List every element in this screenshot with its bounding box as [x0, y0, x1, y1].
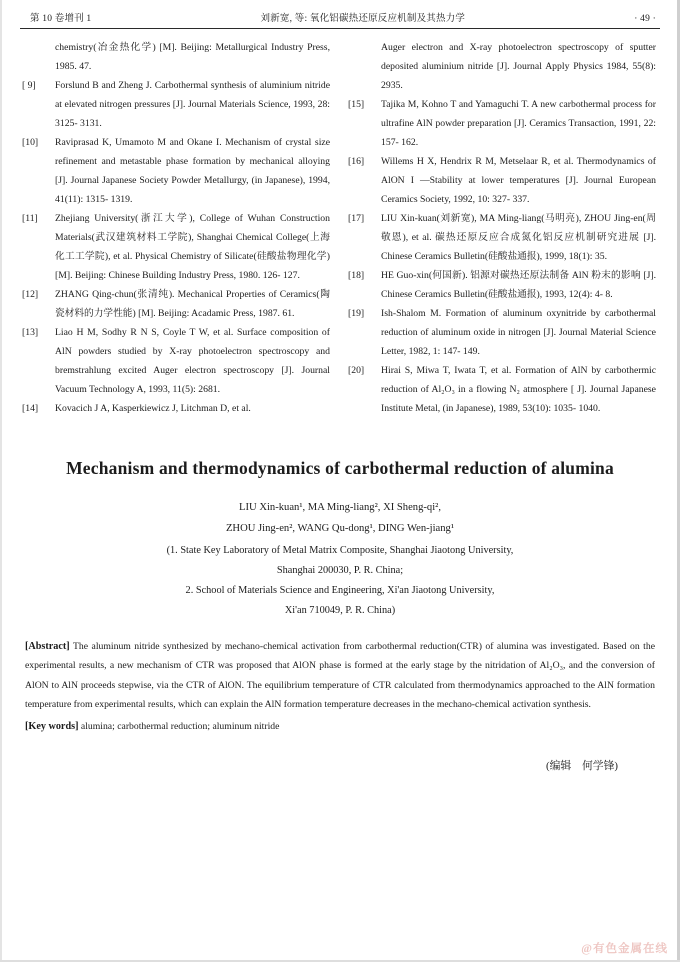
- keywords-text: alumina; carbothermal reduction; aluminum nitride: [80, 721, 280, 733]
- authors-line-1: LIU Xin-kuan¹, MA Ming-liang², XI Sheng-qi²,: [239, 502, 441, 513]
- reference-entry: [348, 152, 656, 209]
- reference-number: [13]: [22, 327, 39, 338]
- reference-text: HE Guo-xin(何国新). 铝源对碳热还原法制备 AlN 粉末的影响 [J]. Chinese Ceramics Bulletin(硅酸盐通报), 1993, 12(4): 4- 8.: [381, 270, 656, 300]
- authors-line-2: ZHOU Jing-en², WANG Qu-dong¹, DING Wen-jiang¹: [225, 523, 455, 534]
- reference-number: [15]: [348, 99, 365, 110]
- reference-number: [14]: [22, 403, 39, 414]
- reference-entry: [348, 38, 656, 95]
- reference-number: [11]: [22, 213, 38, 224]
- reference-number: [10]: [22, 137, 39, 148]
- reference-number: [19]: [348, 308, 365, 319]
- running-title: 刘新宽, 等: 氧化铝碳热还原反应机制及其热力学: [260, 14, 466, 24]
- references-section: [0, 29, 680, 418]
- abstract-label: [Abstract]: [25, 641, 70, 652]
- reference-number: [16]: [348, 156, 365, 167]
- reference-text: LIU Xin-kuan(刘新宽), MA Ming-liang(马明亮), ZHOU Jing-en(周敬恩), et al. 碳热还原反应合成氮化铝反应机制研究进展 [J]. Chinese Ceramics Bulletin(硅酸盐通报), 1999, 18(1): 35.: [381, 213, 656, 262]
- reference-text: Ish-Shalom M. Formation of aluminum oxynitride by carbothermal reduction of aluminum oxide in nitrogen [J]. Journal Material Science Letter, 1982, 1: 147- 149.: [381, 308, 656, 357]
- reference-text: ZHANG Qing-chun(张清纯). Mechanical Properties of Ceramics(陶瓷材料的力学性能) [M]. Beijing: Acadamic Press, 1987. 61.: [55, 289, 330, 319]
- affiliation-line-4: Xi'an 710049, P. R. China): [284, 605, 396, 616]
- reference-text: Raviprasad K, Umamoto M and Okane I. Mechanism of crystal size refinement and metastable phase formation by mechanical alloying [J]. Journal Japanese Society Powder Metallurgy, (in Japanese), 1994, 41(11): 1315- 1319.: [55, 137, 330, 205]
- page-header: [0, 0, 680, 28]
- reference-entry: [348, 209, 656, 266]
- reference-number: [22, 38, 55, 76]
- affiliations-block: [0, 541, 680, 621]
- editor-note: (编辑 何学锋): [546, 760, 618, 773]
- reference-text: Willems H X, Hendrix R M, Metselaar R, et al. Thermodynamics of AlON I —Stability at lower temperatures [J]. Journal European Ceramics Society, 1992, 10: 327- 337.: [381, 156, 656, 205]
- reference-entry: [22, 323, 330, 399]
- references-left-column: [22, 38, 330, 418]
- reference-number: [ 9]: [22, 80, 36, 91]
- keywords-line: [25, 717, 655, 736]
- reference-entry: [22, 76, 330, 133]
- abstract-text: The aluminum nitride synthesized by mechano-chemical activation from carbothermal reduction(CTR) of alumina was investigated. Based on the experimental results, a new mechanism of CTR was proposed that AlON phase is formed at the early stage by the nitridation of Al₂O₃, and the conversion of AlON to AlN proceeds stepwise, via the CTR of AlON. The equilibrium temperature of CTR calculated from thermodynamics approached to the AlN formation temperature from experimental results, which can explain the AlN formation temperature decreases in the mechano-chemical activation synthesis.: [25, 641, 655, 710]
- keywords-label: [Key words]: [25, 721, 79, 733]
- reference-text: Hirai S, Miwa T, Iwata T, et al. Formation of AlN by carbothermic reduction of Al₂O₃ in a flowing N₂ atmosphere [ J]. Journal Japanese Institute Metal, (in Japanese), 1989, 53(10): 1035- 1040.: [381, 365, 656, 414]
- reference-entry: [22, 399, 330, 418]
- reference-entry: [22, 38, 330, 76]
- article-title: Mechanism and thermodynamics of carbothermal reduction of alumina: [66, 458, 614, 478]
- reference-text: Forslund B and Zheng J. Carbothermal synthesis of aluminium nitride at elevated nitrogen pressures [J]. Journal Materials Science, 1993, 28: 3125- 3131.: [55, 80, 330, 129]
- reference-entry: [348, 266, 656, 304]
- reference-text: Kovacich J A, Kasperkiewicz J, Litchman D, et al.: [55, 403, 251, 414]
- watermark: @有色金属在线: [581, 943, 668, 955]
- reference-number: [20]: [348, 365, 365, 376]
- reference-entry: [348, 95, 656, 152]
- authors-block: [0, 497, 680, 539]
- abstract-paragraph: [25, 637, 655, 714]
- page-edge-left: [0, 0, 2, 962]
- reference-text: chemistry(冶金热化学) [M]. Beijing: Metallurgical Industry Press, 1985. 47.: [55, 42, 330, 72]
- reference-text: Tajika M, Kohno T and Yamaguchi T. A new carbothermal process for ultrafine AlN powder preparation [J]. Ceramics Transaction, 1991, 22: 157- 162.: [381, 99, 656, 148]
- reference-entry: [348, 304, 656, 361]
- references-right-column: [348, 38, 656, 418]
- reference-entry: [22, 209, 330, 285]
- reference-entry: [22, 285, 330, 323]
- page-number: · 49 ·: [634, 14, 656, 24]
- journal-volume-issue: 第 10 卷增刊 1: [30, 14, 92, 24]
- reference-entry: [348, 361, 656, 418]
- reference-entry: [22, 133, 330, 209]
- reference-text: Auger electron and X-ray photoelectron spectroscopy of sputter deposited aluminium nitride [J]. Journal Apply Physics 1984, 55(8): 2935.: [381, 42, 656, 91]
- affiliation-line-1: (1. State Key Laboratory of Metal Matrix Composite, Shanghai Jiaotong University,: [166, 545, 514, 556]
- affiliation-line-2: Shanghai 200030, P. R. China;: [276, 565, 404, 576]
- reference-text: Liao H M, Sodhy R N S, Coyle T W, et al. Surface composition of AlN powders studied by X-ray photoelectron spectroscopy and bremstrahlung excited Auger electron spectroscopy [J]. Journal Vacuum Technology A, 1993, 11(5): 2681.: [55, 327, 330, 395]
- reference-number: [348, 38, 381, 95]
- reference-number: [18]: [348, 270, 365, 281]
- affiliation-line-3: 2. School of Materials Science and Engineering, Xi'an Jiaotong University,: [185, 585, 495, 596]
- reference-number: [12]: [22, 289, 39, 300]
- reference-number: [17]: [348, 213, 365, 224]
- reference-text: Zhejiang University(浙江大学), College of Wuhan Construction Materials(武汉建筑材料工学院), Shanghai Chemical College(上海化工工学院), et al. Physical Chemistry of Silicate(硅酸盐物理化学) [M]. Beijing: Chinese Building Industry Press, 1980. 126- 127.: [55, 213, 330, 281]
